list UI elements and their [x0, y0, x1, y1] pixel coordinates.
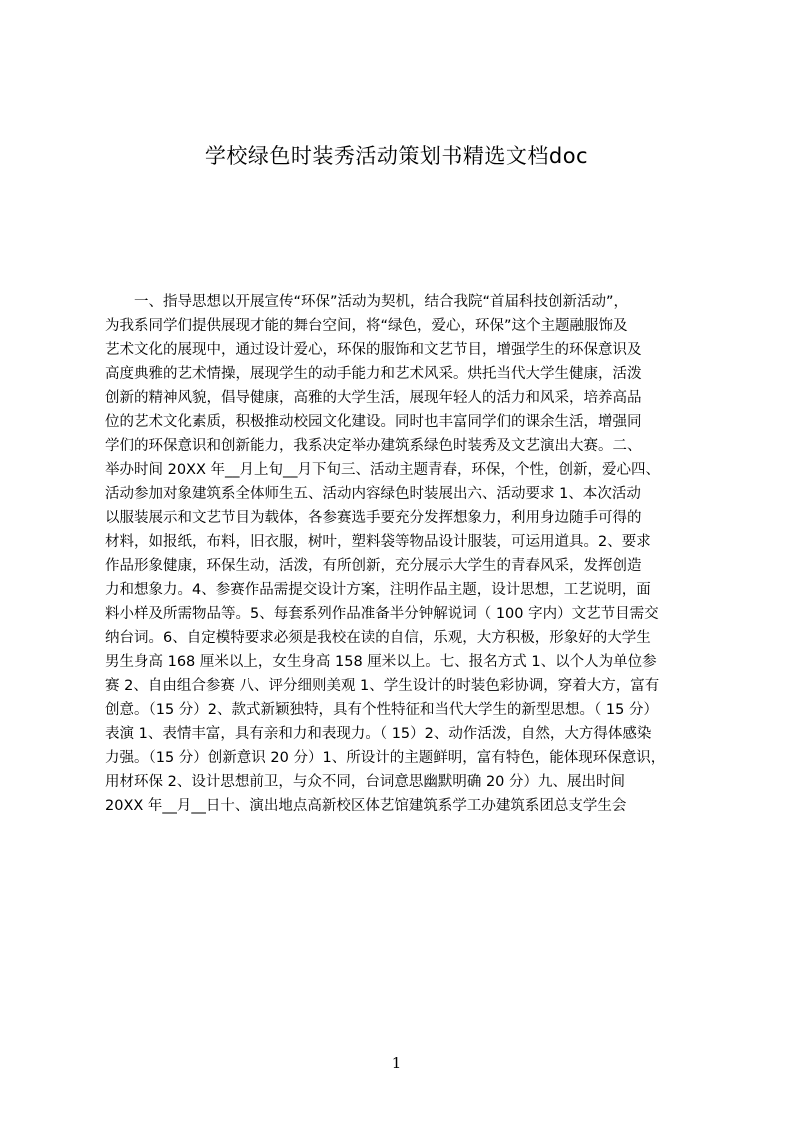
body-line: 举办时间 20XX 年__月上旬__月下旬三、活动主题青春，环保，个性，创新，爱心四、 [105, 462, 661, 478]
body-line: 20XX 年__月__日十、演出地点高新校区体艺馆建筑系学工办建筑系团总支学生会 [105, 798, 627, 814]
body-line: 一、指导思想以开展宣传“环保”活动为契机，结合我院“首届科技创新活动”， [105, 294, 629, 310]
body-line: 材料，如报纸，布料，旧衣服，树叶，塑料袋等物品设计服装，可运用道具。2、要求 [105, 534, 651, 550]
body-line: 用材环保 2、设计思想前卫，与众不同，台词意思幽默明确 20 分）九、展出时间 [105, 774, 626, 790]
body-line: 创意。（15 分）2、款式新颖独特，具有个性特征和当代大学生的新型思想。（ 15 分） [105, 702, 658, 718]
body-line: 作品形象健康，环保生动，活泼，有所创新，充分展示大学生的青春风采，发挥创造 [105, 558, 642, 574]
body-line: 高度典雅的艺术情操，展现学生的动手能力和艺术风采。烘托当代大学生健康，活泼 [105, 366, 642, 382]
body-line: 男生身高 168 厘米以上，女生身高 158 厘米以上。七、报名方式 1、以个人为单位参 [105, 654, 657, 670]
body-line: 学们的环保意识和创新能力，我系决定举办建筑系绿色时装秀及文艺演出大赛。二、 [105, 438, 642, 454]
body-line: 创新的精神风貌，倡导健康，高雅的大学生活，展现年轻人的活力和风采，培养高品 [105, 390, 642, 406]
body-line: 为我系同学们提供展现才能的舞台空间，将“绿色，爱心，环保”这个主题融服饰及 [105, 318, 628, 334]
body-line: 艺术文化的展现中，通过设计爱心，环保的服饰和文艺节目，增强学生的环保意识及 [105, 342, 642, 358]
body-line: 表演 1、表情丰富，具有亲和力和表现力。（ 15）2、动作活泼，自然，大方得体感染 [105, 726, 652, 742]
body-line: 赛 2、自由组合参赛 八、评分细则美观 1、学生设计的时装色彩协调，穿着大方，富有 [105, 678, 660, 694]
body-line: 以服装展示和文艺节目为载体，各参赛选手要充分发挥想象力，利用身边随手可得的 [105, 510, 642, 526]
page-number: 1 [391, 1054, 402, 1072]
body-line: 力强。（15 分）创新意识 20 分）1、所设计的主题鲜明，富有特色，能体现环保意识， [105, 750, 666, 766]
body-line: 位的艺术文化素质，积极推动校园文化建设。同时也丰富同学们的课余生活，增强同 [105, 414, 642, 430]
body-line: 纳台词。6、自定模特要求必须是我校在读的自信，乐观，大方积极，形象好的大学生 [105, 630, 651, 646]
body-line: 力和想象力。4、参赛作品需提交设计方案，注明作品主题，设计思想，工艺说明，面 [105, 582, 651, 598]
document-body [105, 290, 693, 818]
body-line: 活动参加对象建筑系全体师生五、活动内容绿色时装展出六、活动要求 1、本次活动 [105, 486, 641, 502]
body-line: 料小样及所需物品等。5、每套系列作品准备半分钟解说词（ 100 字内）文艺节目需交 [105, 606, 659, 622]
document-title: 学校绿色时装秀活动策划书精选文档doc [204, 144, 589, 168]
